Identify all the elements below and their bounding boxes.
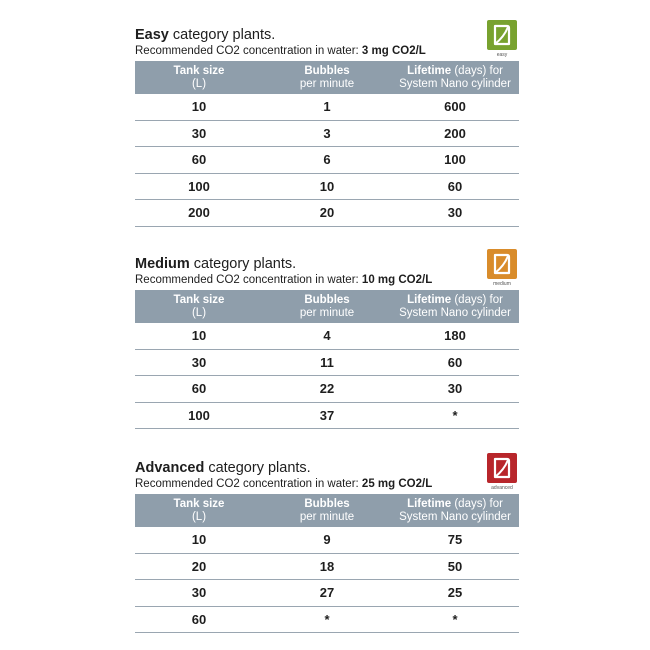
cell-tank-size: 10 [135, 323, 263, 349]
cell-bubbles: 18 [263, 553, 391, 580]
header-tank-size: Tank size (L) [173, 294, 225, 319]
section-heading [135, 256, 519, 273]
cell-lifetime: 60 [391, 349, 519, 376]
medium-leaf-icon [485, 248, 519, 292]
cell-bubbles: 3 [263, 120, 391, 147]
cell-lifetime: 100 [391, 147, 519, 174]
table-header-row [135, 290, 519, 323]
cell-lifetime: 180 [391, 323, 519, 349]
heading-rest: category plants. [189, 256, 297, 272]
cell-lifetime: 60 [391, 173, 519, 200]
cell-tank-size: 60 [135, 606, 263, 633]
cell-bubbles: 20 [263, 200, 391, 227]
cell-bubbles: 37 [263, 402, 391, 429]
advanced-leaf-icon [485, 452, 519, 496]
leaf-icon [486, 19, 518, 51]
easy-section [135, 27, 519, 227]
table-row [135, 323, 519, 349]
co2-recommendation [135, 273, 519, 287]
cell-bubbles: 1 [263, 94, 391, 120]
cell-lifetime: 50 [391, 553, 519, 580]
cell-tank-size: 100 [135, 402, 263, 429]
badge-label: medium [493, 281, 511, 287]
header-lifetime: Lifetime (days) for System Nano cylinder [399, 498, 511, 523]
table-header-row [135, 494, 519, 527]
table-row [135, 527, 519, 553]
medium-section [135, 256, 519, 429]
cell-tank-size: 10 [135, 94, 263, 120]
cell-tank-size: 60 [135, 376, 263, 403]
easy-leaf-icon [485, 19, 519, 63]
category-name: Advanced [135, 460, 205, 476]
table-row [135, 173, 519, 200]
table-row [135, 606, 519, 633]
header-tank-size: Tank size (L) [173, 65, 225, 90]
cell-tank-size: 30 [135, 349, 263, 376]
co2-label: Recommended CO2 concentration in water: [135, 478, 362, 490]
table-row [135, 147, 519, 174]
section-heading [135, 27, 519, 44]
table-row [135, 402, 519, 429]
header-bubbles: Bubbles per minute [299, 65, 355, 90]
cell-bubbles: 22 [263, 376, 391, 403]
header-bubbles: Bubbles per minute [299, 294, 355, 319]
cell-lifetime: * [391, 402, 519, 429]
table-row [135, 580, 519, 607]
co2-value: 10 mg CO2/L [361, 274, 433, 286]
cell-tank-size: 30 [135, 120, 263, 147]
advanced-table [135, 494, 519, 633]
cell-lifetime: 200 [391, 120, 519, 147]
table-row [135, 349, 519, 376]
cell-bubbles: * [263, 606, 391, 633]
leaf-icon [486, 452, 518, 484]
header-lifetime: Lifetime (days) for System Nano cylinder [399, 294, 511, 319]
advanced-section [135, 460, 519, 633]
easy-table [135, 61, 519, 227]
cell-lifetime: 30 [391, 376, 519, 403]
cell-bubbles: 27 [263, 580, 391, 607]
category-name: Easy [135, 27, 169, 43]
cell-bubbles: 4 [263, 323, 391, 349]
cell-lifetime: 25 [391, 580, 519, 607]
cell-bubbles: 9 [263, 527, 391, 553]
header-lifetime: Lifetime (days) for System Nano cylinder [399, 65, 511, 90]
cell-lifetime: 600 [391, 94, 519, 120]
badge-label: advanced [491, 485, 513, 491]
section-heading [135, 460, 519, 477]
co2-recommendation [135, 44, 519, 58]
co2-label: Recommended CO2 concentration in water: [135, 274, 362, 286]
table-header-row [135, 61, 519, 94]
cell-bubbles: 10 [263, 173, 391, 200]
table-row [135, 553, 519, 580]
medium-table [135, 290, 519, 429]
heading-rest: category plants. [204, 460, 311, 476]
cell-tank-size: 200 [135, 200, 263, 227]
header-tank-size: Tank size (L) [173, 498, 225, 523]
cell-tank-size: 30 [135, 580, 263, 607]
table-row [135, 120, 519, 147]
co2-recommendation [135, 477, 519, 491]
leaf-icon [486, 248, 518, 280]
co2-value: 25 mg CO2/L [361, 478, 433, 490]
cell-lifetime: 30 [391, 200, 519, 227]
cell-lifetime: * [391, 606, 519, 633]
co2-value: 3 mg CO2/L [361, 45, 426, 57]
header-bubbles: Bubbles per minute [299, 498, 355, 523]
cell-lifetime: 75 [391, 527, 519, 553]
co2-label: Recommended CO2 concentration in water: [135, 45, 362, 57]
heading-rest: category plants. [168, 27, 276, 43]
cell-tank-size: 20 [135, 553, 263, 580]
cell-tank-size: 10 [135, 527, 263, 553]
cell-bubbles: 11 [263, 349, 391, 376]
category-name: Medium [135, 256, 190, 272]
table-row [135, 376, 519, 403]
cell-tank-size: 60 [135, 147, 263, 174]
table-row [135, 94, 519, 120]
cell-tank-size: 100 [135, 173, 263, 200]
badge-label: easy [496, 52, 508, 58]
table-row [135, 200, 519, 227]
cell-bubbles: 6 [263, 147, 391, 174]
